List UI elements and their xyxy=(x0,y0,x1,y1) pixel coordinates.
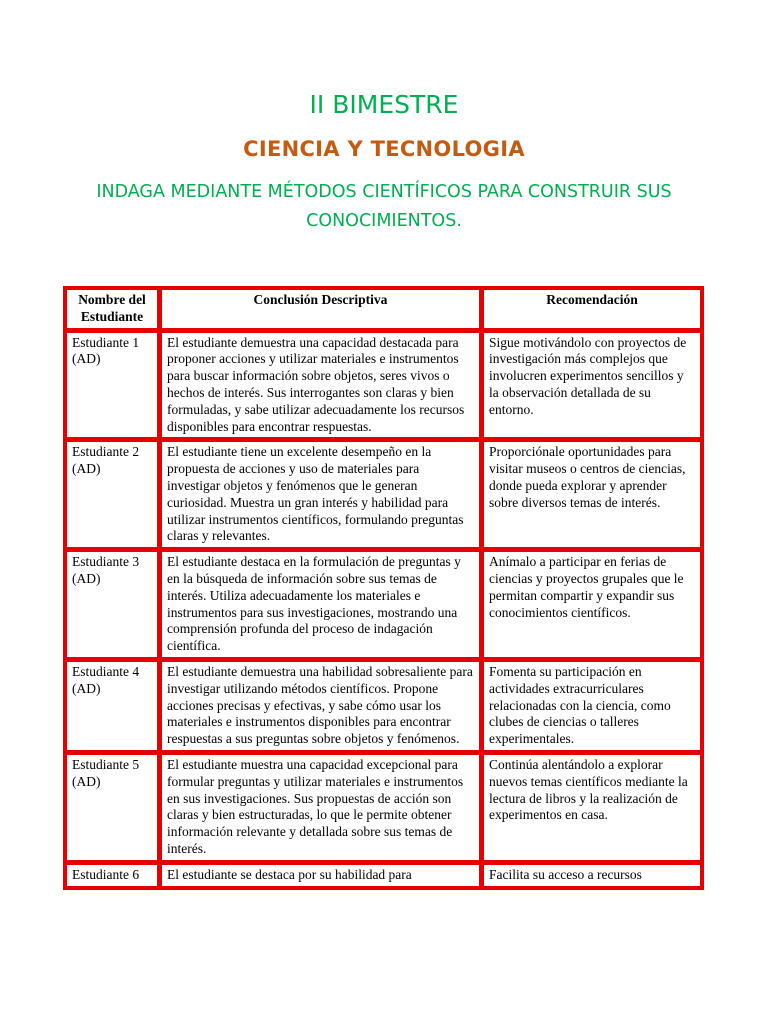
table-row xyxy=(66,661,701,751)
table-row xyxy=(66,441,701,548)
student-name-cell: Estudiante 3 (AD) xyxy=(66,551,158,658)
conclusion-cell: El estudiante demuestra una capacidad destacada para proponer acciones y utilizar materiales e instrumentos para buscar información sobre objetos, seres vivos o hechos de interés. Sus interrogantes son claras y bien formuladas, y sabe utilizar adecuadamente los recursos disponibles para encontrar respuestas. xyxy=(161,332,480,439)
student-name-cell: Estudiante 1 (AD) xyxy=(66,332,158,439)
table-row xyxy=(66,332,701,439)
conclusion-cell: El estudiante se destaca por su habilidad para xyxy=(161,864,480,887)
student-name-cell: Estudiante 4 (AD) xyxy=(66,661,158,751)
student-name-cell: Estudiante 6 xyxy=(66,864,158,887)
table-header-row xyxy=(66,289,701,329)
student-name-cell: Estudiante 2 (AD) xyxy=(66,441,158,548)
recommendation-cell: Continúa alentándolo a explorar nuevos temas científicos mediante la lectura de libros y la realización de experimentos en casa. xyxy=(483,754,701,861)
header-student-name: Nombre del Estudiante xyxy=(66,289,158,329)
document-title: II BIMESTRE xyxy=(309,90,459,119)
assessment-table xyxy=(63,286,704,890)
table-row xyxy=(66,864,701,887)
student-name-cell: Estudiante 5 (AD) xyxy=(66,754,158,861)
competency-title: INDAGA MEDIANTE MÉTODOS CIENTÍFICOS PARA CONSTRUIR SUS CONOCIMIENTOS. xyxy=(96,182,672,231)
table-row xyxy=(66,551,701,658)
recommendation-cell: Proporciónale oportunidades para visitar museos o centros de ciencias, donde pueda explorar y aprender sobre diversos temas de interés. xyxy=(483,441,701,548)
recommendation-cell: Sigue motivándolo con proyectos de investigación más complejos que involucren experimentos sencillos y la observación detallada de su entorno. xyxy=(483,332,701,439)
conclusion-cell: El estudiante muestra una capacidad excepcional para formular preguntas y utilizar materiales e instrumentos en sus investigaciones. Sus propuestas de acción son claras y bien estructuradas, lo que le permite obtener información relevante y detallada sobre sus temas de interés. xyxy=(161,754,480,861)
conclusion-cell: El estudiante demuestra una habilidad sobresaliente para investigar utilizando métodos científicos. Propone acciones precisas y efectivas, y sabe cómo usar los materiales e instrumentos disponibles para encontrar respuestas a sus preguntas sobre objetos y fenómenos. xyxy=(161,661,480,751)
recommendation-cell: Anímalo a participar en ferias de ciencias y proyectos grupales que le permitan compartir y expandir sus conocimientos científicos. xyxy=(483,551,701,658)
subject-title: CIENCIA Y TECNOLOGIA xyxy=(243,137,525,161)
header-conclusion: Conclusión Descriptiva xyxy=(161,289,480,329)
assessment-table-container xyxy=(63,286,704,935)
conclusion-cell: El estudiante destaca en la formulación de preguntas y en la búsqueda de información sobre sus temas de interés. Utiliza adecuadamente los materiales e instrumentos para sus investigaciones, mostrando una comprensión profunda del proceso de indagación científica. xyxy=(161,551,480,658)
recommendation-cell: Fomenta su participación en actividades extracurriculares relacionadas con la ciencia, como clubes de ciencias o talleres experimentales. xyxy=(483,661,701,751)
table-row xyxy=(66,754,701,861)
conclusion-cell: El estudiante tiene un excelente desempeño en la propuesta de acciones y uso de materiales para investigar objetos y fenómenos que le generan curiosidad. Muestra un gran interés y habilidad para utilizar instrumentos científicos, formulando preguntas claras y relevantes. xyxy=(161,441,480,548)
recommendation-cell: Facilita su acceso a recursos xyxy=(483,864,701,887)
header-recommendation: Recomendación xyxy=(483,289,701,329)
